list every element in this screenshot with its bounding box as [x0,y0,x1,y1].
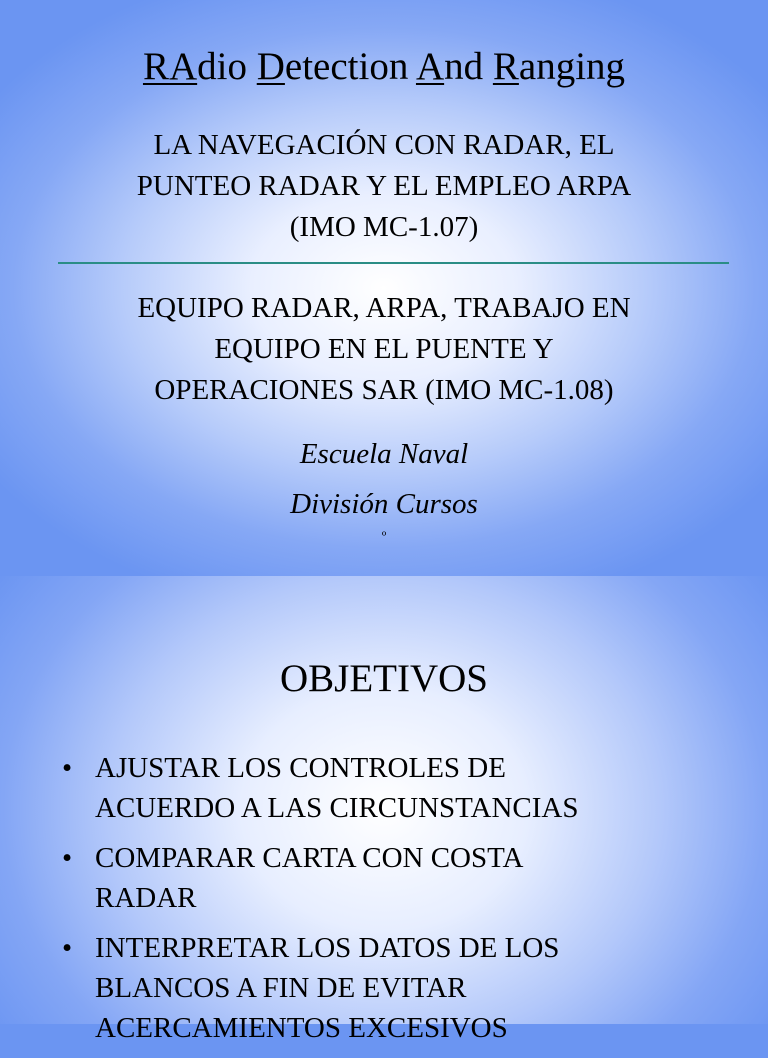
list-item-line: RADAR [95,882,197,914]
subtitle-line: EQUIPO EN EL PUENTE Y [214,333,554,365]
title-acronym-letter: RA [142,45,198,88]
list-item-line: BLANCOS A FIN DE EVITAR [95,972,467,1004]
subtitle-line: EQUIPO RADAR, ARPA, TRABAJO EN [137,292,631,324]
title-word-rest: nd [444,45,484,88]
subtitle-line: LA NAVEGACIÓN CON RADAR, EL [153,129,615,161]
title-word [257,45,409,88]
divider-line [58,262,729,264]
objectives-list [62,748,762,1058]
title-acronym-letter: R [492,45,519,88]
bullet-icon: • [62,752,73,784]
subtitle-line: PUNTEO RADAR Y EL EMPLEO ARPA [136,170,632,202]
list-item-line: COMPARAR CARTA CON COSTA [95,842,524,874]
list-item-line: AJUSTAR LOS CONTROLES DE [95,752,506,784]
bullet-icon: • [62,932,73,964]
title-word-rest: anging [518,45,626,88]
degree-mark: º [381,530,387,545]
title-word-rest: dio [197,45,247,88]
objectives-heading: OBJETIVOS [279,657,488,700]
list-item-line: INTERPRETAR LOS DATOS DE LOS [95,932,560,964]
list-item [62,838,762,918]
title-word [143,45,247,88]
course-title-imo-1-08 [60,288,708,411]
slide-title-heading [0,44,768,90]
course-title-imo-1-07 [60,125,708,248]
list-item [62,748,762,828]
bullet-icon: • [62,842,73,874]
title-word [493,45,625,88]
subtitle-line: (IMO MC-1.07) [289,211,479,243]
title-acronym-letter: D [256,45,285,88]
list-item-line: ACUERDO A LAS CIRCUNSTANCIAS [95,792,579,824]
title-word-rest: etection [284,45,409,88]
slide-objectives [0,576,768,1044]
division-name: División Cursos [290,488,478,520]
title-acronym-letter: A [415,45,445,88]
list-item-line: ACERCAMIENTOS EXCESIVOS [95,1012,508,1044]
title-word [416,45,483,88]
list-item [62,928,762,1048]
subtitle-line: OPERACIONES SAR (IMO MC-1.08) [154,374,614,406]
school-name: Escuela Naval [299,438,469,470]
